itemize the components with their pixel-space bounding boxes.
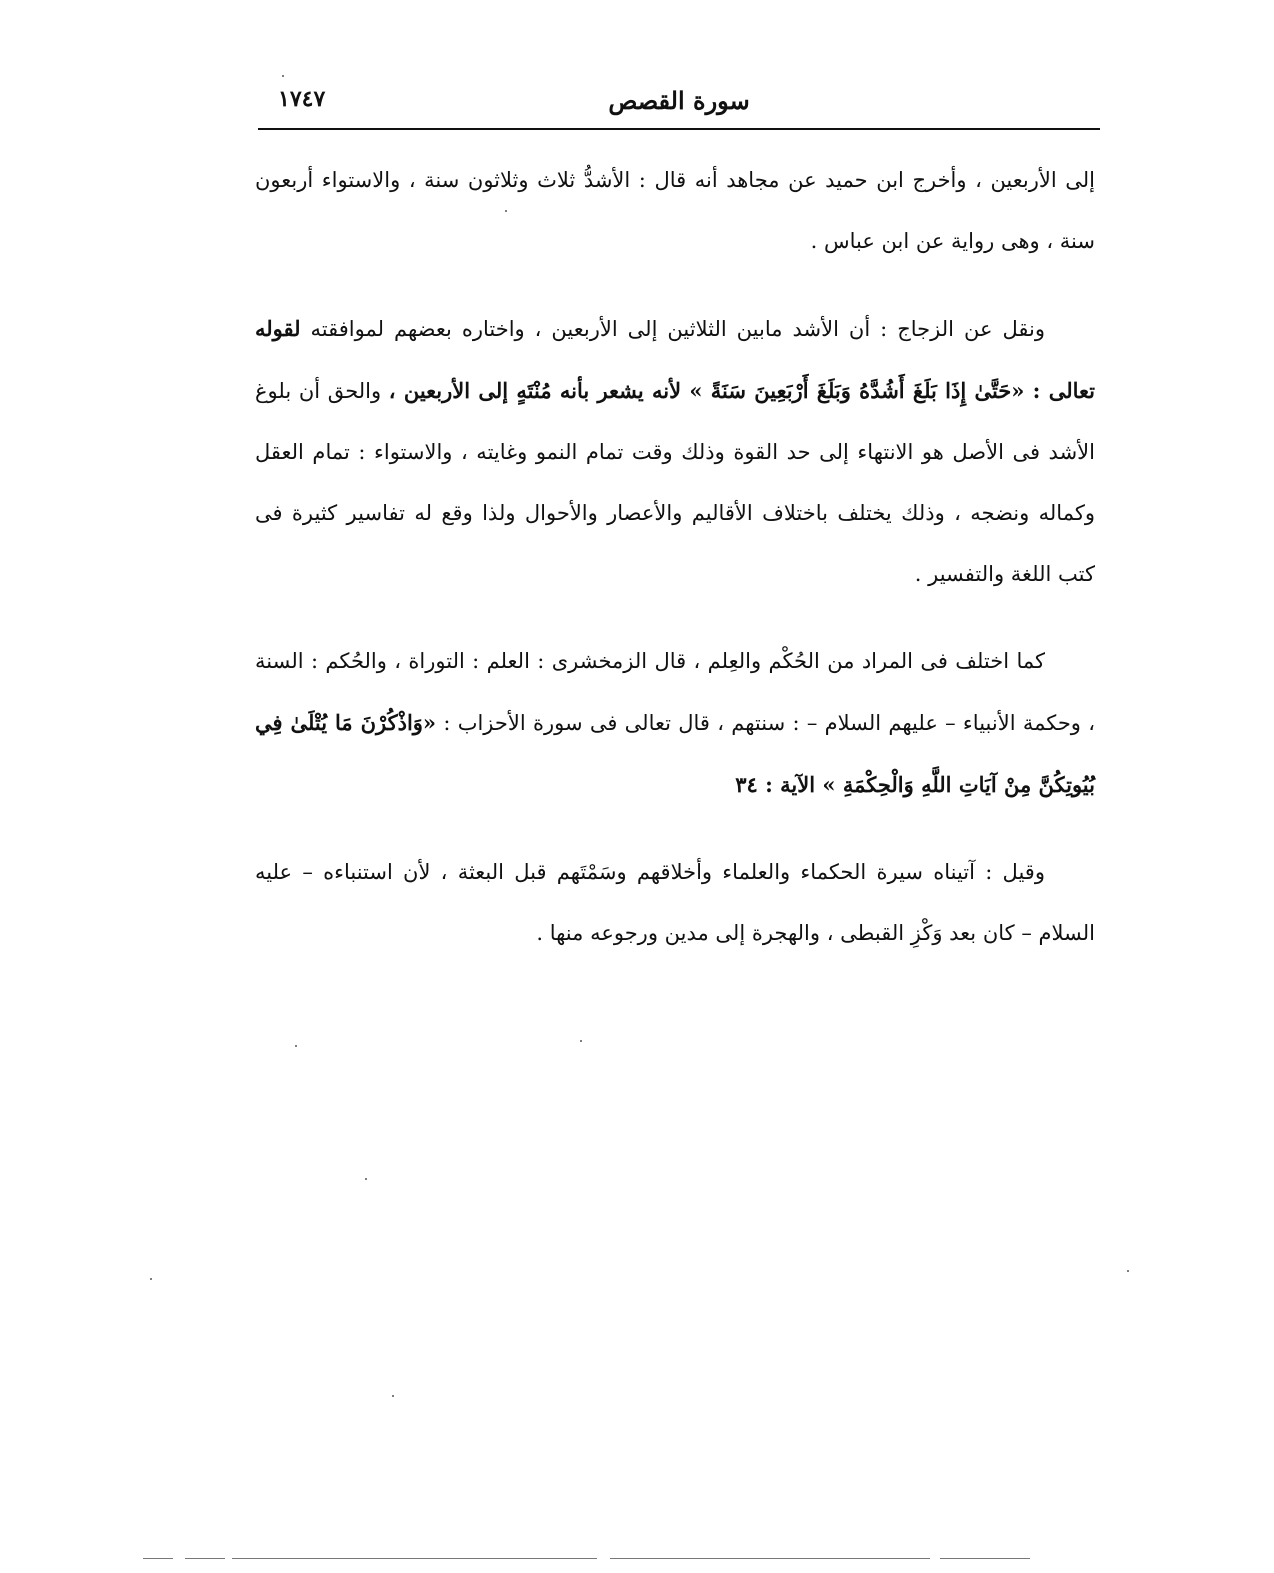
- text-line: ولذا وقع له تفاسير كثيرة فى كتب اللغة والتفسير .: [255, 501, 1095, 586]
- text-line-quran-verse: لقوله تعالى : «حَتَّىٰ إِذَا بَلَغَ أَشُدَّهُ وَبَلَغَ أَرْبَعِينَ سَنَةً » لأنه يشعر بأنه مُنْتَهٍ إلى الأربعين ،: [255, 316, 1095, 403]
- text-line: ونقل عن الزجاج : أن الأشد مابين الثلاثين إلى الأربعين ، واختاره بعضهم لموافقته: [310, 317, 1045, 341]
- scan-speck: [392, 1395, 394, 1397]
- paragraph-1: [255, 150, 1095, 272]
- scan-speck: [295, 1045, 297, 1047]
- text-line-quran-verse: «وَاذْكُرْنَ مَا يُتْلَىٰ فِي بُيُوتِكُنَّ مِنْ آيَاتِ اللَّهِ وَالْحِكْمَةِ » الآية : ٣٤: [255, 710, 1095, 797]
- text-line: والاستواء : تمام العقل وكماله ونضجه ، وذلك يختلف باختلاف الأقاليم والأعصار والأحوال: [255, 440, 1095, 525]
- page-header: [258, 86, 1100, 128]
- paragraph-4: [255, 842, 1095, 964]
- text-line: – عليه السلام – كان بعد وَكْزِ القبطى ، والهجرة إلى مدين ورجوعه منها .: [255, 860, 1095, 945]
- surah-title: سورة القصص: [608, 86, 750, 115]
- scan-speck: [365, 1178, 367, 1180]
- scan-speck: [580, 1040, 582, 1042]
- bottom-edge-line: [185, 1558, 225, 1559]
- text-line: والاستواء أربعون سنة ، وهى رواية عن ابن عباس .: [255, 168, 1095, 253]
- text-line: إلى الأربعين ، وأخرج ابن حميد عن مجاهد أنه قال : الأشدُّ ثلاث وثلاثون سنة ،: [408, 168, 1095, 192]
- bottom-edge-line: [232, 1558, 597, 1559]
- paragraph-3: [255, 631, 1095, 816]
- scan-speck: [150, 1278, 152, 1280]
- text-line: والحق أن بلوغ الأشد فى الأصل هو الانتهاء إلى حد القوة وذلك وقت تمام النمو وغايته ،: [255, 379, 1095, 464]
- text-line: السنة ، وحكمة الأنبياء – عليهم السلام – : سنتهم ، قال تعالى فى سورة الأحزاب :: [255, 649, 1096, 735]
- scan-speck: [282, 75, 284, 77]
- scan-speck: [1127, 1270, 1129, 1272]
- text-line: وقيل : آتيناه سيرة الحكماء والعلماء وأخلاقهم وسَمْتَهم قبل البعثة ، لأن استنباءه: [323, 860, 1045, 884]
- header-divider: [258, 128, 1100, 130]
- body-text: [255, 150, 1095, 990]
- scan-speck: [505, 210, 507, 212]
- bottom-edge-line: [940, 1558, 1030, 1559]
- page-number: ١٧٤٧: [278, 86, 326, 112]
- paragraph-2: [255, 298, 1095, 605]
- text-line: كما اختلف فى المراد من الحُكْم والعِلم ، قال الزمخشرى : العلم : التوراة ، والحُكم :: [310, 649, 1045, 673]
- bottom-edge-line: [610, 1558, 930, 1559]
- bottom-edge-line: [143, 1558, 173, 1559]
